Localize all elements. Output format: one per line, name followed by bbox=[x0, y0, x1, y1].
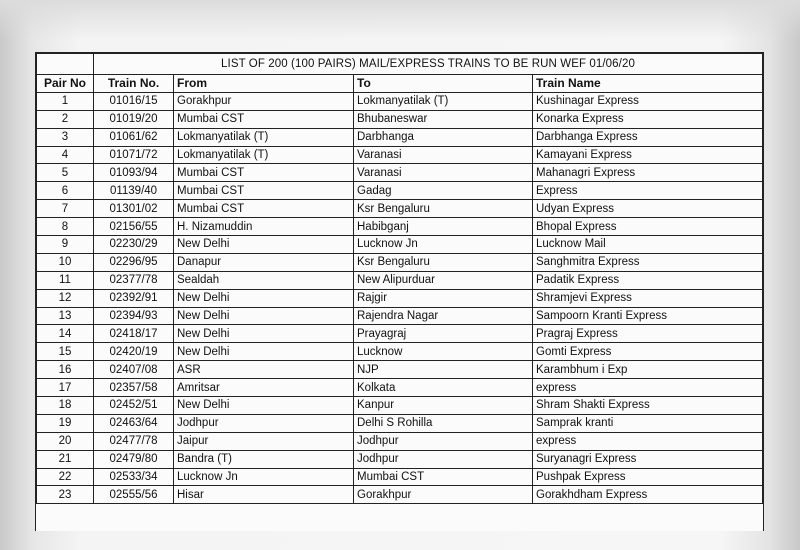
train-no-cell: 02296/95 bbox=[94, 253, 174, 271]
train-no-cell: 02156/55 bbox=[94, 218, 174, 236]
train-no-cell: 01061/62 bbox=[94, 128, 174, 146]
from-station-cell: New Delhi bbox=[174, 236, 354, 254]
to-station-cell: Delhi S Rohilla bbox=[354, 414, 533, 432]
table-row bbox=[37, 432, 763, 450]
to-station-cell: Kanpur bbox=[354, 397, 533, 415]
header-train-no: Train No. bbox=[94, 75, 174, 93]
document-title: LIST OF 200 (100 PAIRS) MAIL/EXPRESS TRAINS TO BE RUN WEF 01/06/20 bbox=[94, 54, 763, 75]
to-station-cell: Varanasi bbox=[354, 146, 533, 164]
blank-corner-cell bbox=[37, 54, 94, 75]
train-no-cell: 01301/02 bbox=[94, 200, 174, 218]
train-no-cell: 02407/08 bbox=[94, 361, 174, 379]
pair-no-cell: 19 bbox=[37, 414, 94, 432]
pair-no-cell: 16 bbox=[37, 361, 94, 379]
train-no-cell: 01019/20 bbox=[94, 110, 174, 128]
to-station-cell: Jodhpur bbox=[354, 432, 533, 450]
from-station-cell: Mumbai CST bbox=[174, 164, 354, 182]
train-no-cell: 02230/29 bbox=[94, 236, 174, 254]
table-row bbox=[37, 271, 763, 289]
table-row bbox=[37, 146, 763, 164]
train-name-cell: Sampoorn Kranti Express bbox=[533, 307, 763, 325]
train-no-cell: 02357/58 bbox=[94, 379, 174, 397]
from-station-cell: Lokmanyatilak (T) bbox=[174, 128, 354, 146]
to-station-cell: Lucknow Jn bbox=[354, 236, 533, 254]
table-row bbox=[37, 200, 763, 218]
train-no-cell: 02555/56 bbox=[94, 486, 174, 504]
from-station-cell: Hisar bbox=[174, 486, 354, 504]
header-pair-no: Pair No bbox=[37, 75, 94, 93]
from-station-cell: New Delhi bbox=[174, 307, 354, 325]
train-name-cell: Padatik Express bbox=[533, 271, 763, 289]
train-name-cell: Kamayani Express bbox=[533, 146, 763, 164]
from-station-cell: New Delhi bbox=[174, 325, 354, 343]
from-station-cell: ASR bbox=[174, 361, 354, 379]
table-row bbox=[37, 486, 763, 504]
table-row bbox=[37, 450, 763, 468]
from-station-cell: New Delhi bbox=[174, 343, 354, 361]
pair-no-cell: 3 bbox=[37, 128, 94, 146]
table-row bbox=[37, 307, 763, 325]
train-no-cell: 02377/78 bbox=[94, 271, 174, 289]
title-row bbox=[37, 54, 763, 75]
from-station-cell: Mumbai CST bbox=[174, 182, 354, 200]
pair-no-cell: 6 bbox=[37, 182, 94, 200]
train-name-cell: Mahanagri Express bbox=[533, 164, 763, 182]
from-station-cell: Amritsar bbox=[174, 379, 354, 397]
from-station-cell: Sealdah bbox=[174, 271, 354, 289]
table-body bbox=[37, 92, 763, 503]
train-no-cell: 02418/17 bbox=[94, 325, 174, 343]
from-station-cell: Mumbai CST bbox=[174, 110, 354, 128]
train-no-cell: 01093/94 bbox=[94, 164, 174, 182]
train-no-cell: 02452/51 bbox=[94, 397, 174, 415]
pair-no-cell: 12 bbox=[37, 289, 94, 307]
train-name-cell: Suryanagri Express bbox=[533, 450, 763, 468]
table-row bbox=[37, 468, 763, 486]
header-to: To bbox=[354, 75, 533, 93]
table-row bbox=[37, 289, 763, 307]
to-station-cell: Ksr Bengaluru bbox=[354, 200, 533, 218]
train-name-cell: Express bbox=[533, 182, 763, 200]
train-name-cell: Gomti Express bbox=[533, 343, 763, 361]
to-station-cell: Bhubaneswar bbox=[354, 110, 533, 128]
pair-no-cell: 17 bbox=[37, 379, 94, 397]
train-no-cell: 01016/15 bbox=[94, 92, 174, 110]
to-station-cell: Gorakhpur bbox=[354, 486, 533, 504]
train-no-cell: 02479/80 bbox=[94, 450, 174, 468]
to-station-cell: Gadag bbox=[354, 182, 533, 200]
table-row bbox=[37, 379, 763, 397]
pair-no-cell: 18 bbox=[37, 397, 94, 415]
to-station-cell: New Alipurduar bbox=[354, 271, 533, 289]
train-list-document bbox=[35, 52, 764, 531]
to-station-cell: Ksr Bengaluru bbox=[354, 253, 533, 271]
train-name-cell: Udyan Express bbox=[533, 200, 763, 218]
pair-no-cell: 22 bbox=[37, 468, 94, 486]
pair-no-cell: 1 bbox=[37, 92, 94, 110]
pair-no-cell: 9 bbox=[37, 236, 94, 254]
to-station-cell: Prayagraj bbox=[354, 325, 533, 343]
to-station-cell: Rajgir bbox=[354, 289, 533, 307]
photo-shading bbox=[0, 0, 800, 40]
train-name-cell: express bbox=[533, 379, 763, 397]
train-table bbox=[36, 53, 763, 504]
train-name-cell: Gorakhdham Express bbox=[533, 486, 763, 504]
table-row bbox=[37, 164, 763, 182]
table-row bbox=[37, 397, 763, 415]
from-station-cell: Gorakhpur bbox=[174, 92, 354, 110]
to-station-cell: Lucknow bbox=[354, 343, 533, 361]
train-name-cell: Pushpak Express bbox=[533, 468, 763, 486]
from-station-cell: Bandra (T) bbox=[174, 450, 354, 468]
to-station-cell: Varanasi bbox=[354, 164, 533, 182]
table-row bbox=[37, 325, 763, 343]
pair-no-cell: 8 bbox=[37, 218, 94, 236]
pair-no-cell: 13 bbox=[37, 307, 94, 325]
train-no-cell: 02477/78 bbox=[94, 432, 174, 450]
train-name-cell: Lucknow Mail bbox=[533, 236, 763, 254]
to-station-cell: Rajendra Nagar bbox=[354, 307, 533, 325]
train-name-cell: Kushinagar Express bbox=[533, 92, 763, 110]
from-station-cell: Jodhpur bbox=[174, 414, 354, 432]
train-name-cell: Samprak kranti bbox=[533, 414, 763, 432]
to-station-cell: Darbhanga bbox=[354, 128, 533, 146]
table-row bbox=[37, 92, 763, 110]
train-name-cell: Shramjevi Express bbox=[533, 289, 763, 307]
header-from: From bbox=[174, 75, 354, 93]
pair-no-cell: 20 bbox=[37, 432, 94, 450]
table-row bbox=[37, 343, 763, 361]
train-name-cell: Konarka Express bbox=[533, 110, 763, 128]
from-station-cell: Mumbai CST bbox=[174, 200, 354, 218]
train-no-cell: 01139/40 bbox=[94, 182, 174, 200]
pair-no-cell: 15 bbox=[37, 343, 94, 361]
train-name-cell: express bbox=[533, 432, 763, 450]
train-no-cell: 02420/19 bbox=[94, 343, 174, 361]
from-station-cell: Lucknow Jn bbox=[174, 468, 354, 486]
pair-no-cell: 23 bbox=[37, 486, 94, 504]
table-row bbox=[37, 110, 763, 128]
table-row bbox=[37, 128, 763, 146]
from-station-cell: H. Nizamuddin bbox=[174, 218, 354, 236]
from-station-cell: Jaipur bbox=[174, 432, 354, 450]
pair-no-cell: 4 bbox=[37, 146, 94, 164]
pair-no-cell: 2 bbox=[37, 110, 94, 128]
train-no-cell: 02533/34 bbox=[94, 468, 174, 486]
train-no-cell: 02392/91 bbox=[94, 289, 174, 307]
pair-no-cell: 10 bbox=[37, 253, 94, 271]
to-station-cell: Kolkata bbox=[354, 379, 533, 397]
from-station-cell: Danapur bbox=[174, 253, 354, 271]
pair-no-cell: 11 bbox=[37, 271, 94, 289]
train-name-cell: Pragraj Express bbox=[533, 325, 763, 343]
train-name-cell: Sanghmitra Express bbox=[533, 253, 763, 271]
pair-no-cell: 14 bbox=[37, 325, 94, 343]
header-row bbox=[37, 75, 763, 93]
table-row bbox=[37, 414, 763, 432]
pair-no-cell: 5 bbox=[37, 164, 94, 182]
train-name-cell: Shram Shakti Express bbox=[533, 397, 763, 415]
from-station-cell: Lokmanyatilak (T) bbox=[174, 146, 354, 164]
table-row bbox=[37, 253, 763, 271]
header-train-name: Train Name bbox=[533, 75, 763, 93]
train-name-cell: Bhopal Express bbox=[533, 218, 763, 236]
to-station-cell: NJP bbox=[354, 361, 533, 379]
table-row bbox=[37, 361, 763, 379]
table-row bbox=[37, 182, 763, 200]
train-no-cell: 02463/64 bbox=[94, 414, 174, 432]
train-name-cell: Darbhanga Express bbox=[533, 128, 763, 146]
pair-no-cell: 7 bbox=[37, 200, 94, 218]
pair-no-cell: 21 bbox=[37, 450, 94, 468]
table-row bbox=[37, 218, 763, 236]
to-station-cell: Habibganj bbox=[354, 218, 533, 236]
to-station-cell: Lokmanyatilak (T) bbox=[354, 92, 533, 110]
to-station-cell: Mumbai CST bbox=[354, 468, 533, 486]
train-no-cell: 01071/72 bbox=[94, 146, 174, 164]
from-station-cell: New Delhi bbox=[174, 289, 354, 307]
table-row bbox=[37, 236, 763, 254]
from-station-cell: New Delhi bbox=[174, 397, 354, 415]
train-no-cell: 02394/93 bbox=[94, 307, 174, 325]
train-name-cell: Karambhum i Exp bbox=[533, 361, 763, 379]
to-station-cell: Jodhpur bbox=[354, 450, 533, 468]
